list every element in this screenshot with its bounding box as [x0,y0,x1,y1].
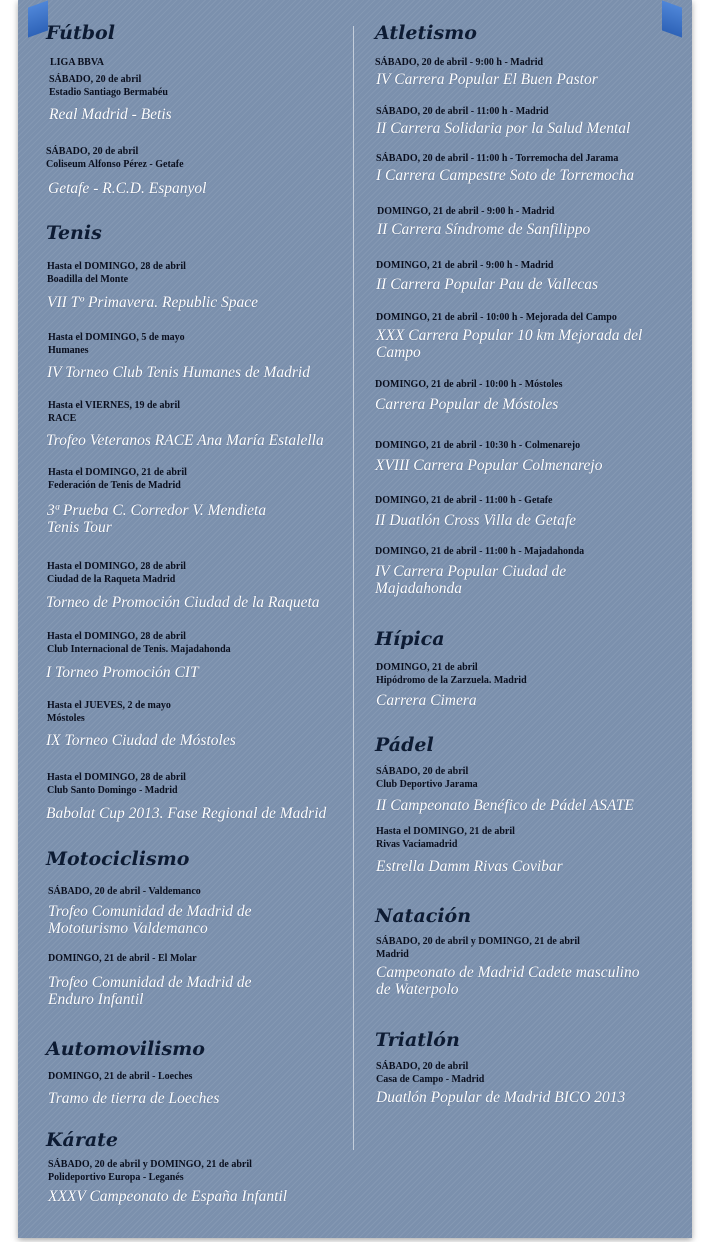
event-venue: Hipódromo de la Zarzuela. Madrid [376,675,527,686]
event-title: II Campeonato Benéfico de Pádel ASATE [376,797,634,814]
section-heading-atletismo: Atletismo [375,22,477,44]
event-title-line2: Mototurismo Valdemanco [48,920,208,937]
event-date: DOMINGO, 21 de abril - Loeches [48,1071,193,1082]
event-title-line2: Campo [376,344,421,361]
league-label: LIGA BBVA [50,57,105,68]
event-date: SÁBADO, 20 de abril [49,74,142,85]
event-title: II Duatlón Cross Villa de Getafe [375,512,577,529]
event-date: DOMINGO, 21 de abril - 9:00 h - Madrid [377,206,555,217]
event-title-line2: Enduro Infantil [48,991,144,1008]
event-date: Hasta el DOMINGO, 21 de abril [48,467,187,478]
event-venue: Madrid [376,949,409,960]
event-date: Hasta el DOMINGO, 28 de abril [47,772,186,783]
event-venue: Estadio Santiago Bermabéu [49,87,168,98]
event-date: Hasta el JUEVES, 2 de mayo [47,700,171,711]
section-heading-triatlon: Triatlón [375,1029,460,1051]
event-title: Campeonato de Madrid Cadete masculino [376,964,640,981]
event-venue: Boadilla del Monte [47,274,129,285]
section-heading-karate: Kárate [46,1129,119,1151]
event-title: XVIII Carrera Popular Colmenarejo [375,457,603,474]
event-date: SÁBADO, 20 de abril [46,146,139,157]
section-heading-automovilismo: Automovilismo [46,1038,205,1060]
event-venue: Ciudad de la Raqueta Madrid [47,574,176,585]
event-title: II Carrera Popular Pau de Vallecas [376,276,598,293]
event-title: XXX Carrera Popular 10 km Mejorada del [376,327,643,344]
event-venue: Federación de Tenis de Madrid [48,480,181,491]
event-date: DOMINGO, 21 de abril [376,662,478,673]
event-title: Carrera Popular de Móstoles [375,396,559,413]
event-date: SÁBADO, 20 de abril y DOMINGO, 21 de abril [376,936,580,947]
event-venue: RACE [48,413,77,424]
event-date: SÁBADO, 20 de abril - 11:00 h - Madrid [376,106,549,117]
event-title: Trofeo Comunidad de Madrid de [48,974,252,991]
event-title: IV Torneo Club Tenis Humanes de Madrid [47,364,310,381]
event-title: Torneo de Promoción Ciudad de la Raqueta [46,594,320,611]
event-date: SÁBADO, 20 de abril - 9:00 h - Madrid [375,57,544,68]
event-date: SÁBADO, 20 de abril y DOMINGO, 21 de abril [48,1159,252,1170]
event-date: Hasta el DOMINGO, 28 de abril [47,561,186,572]
event-date: Hasta el VIERNES, 19 de abril [48,400,181,411]
column-divider [353,26,354,1150]
event-venue: Móstoles [47,713,85,724]
event-title: IV Carrera Popular Ciudad de [375,563,567,580]
event-title: II Carrera Solidaria por la Salud Mental [376,120,631,137]
event-date: Hasta el DOMINGO, 5 de mayo [48,332,185,343]
event-title: Trofeo Comunidad de Madrid de [48,903,252,920]
event-date: DOMINGO, 21 de abril - 10:30 h - Colmenarejo [375,440,581,451]
event-venue: Club Santo Domingo - Madrid [47,785,178,796]
event-title: Carrera Cimera [376,692,477,709]
event-title: Estrella Damm Rivas Covibar [376,858,563,875]
event-venue: Casa de Campo - Madrid [376,1074,485,1085]
event-title: I Carrera Campestre Soto de Torremocha [376,167,635,184]
event-title: Tramo de tierra de Loeches [48,1090,220,1107]
event-title: Babolat Cup 2013. Fase Regional de Madrid [46,805,327,822]
event-venue: Club Deportivo Jarama [376,779,478,790]
section-heading-padel: Pádel [375,734,434,756]
event-date: SÁBADO, 20 de abril - Valdemanco [48,886,201,897]
event-date: DOMINGO, 21 de abril - 11:00 h - Majadahonda [375,546,585,557]
event-title-line2: Tenis Tour [47,519,112,536]
event-date: DOMINGO, 21 de abril - 10:00 h - Mejorada del Campo [376,312,617,323]
event-venue: Club Internacional de Tenis. Majadahonda [47,644,231,655]
event-date: Hasta el DOMINGO, 21 de abril [376,826,515,837]
section-heading-hipica: Hípica [375,628,445,650]
event-title: I Torneo Promoción CIT [46,664,199,681]
event-venue: Humanes [48,345,89,356]
event-title: Trofeo Veteranos RACE Ana María Estalella [46,432,324,449]
event-title: IX Torneo Ciudad de Móstoles [46,732,236,749]
event-title-line2: Majadahonda [375,580,462,597]
corner-tab-left [28,0,48,37]
event-date: SÁBADO, 20 de abril [376,766,469,777]
event-venue: Rivas Vaciamadrid [376,839,458,850]
event-date: SÁBADO, 20 de abril [376,1061,469,1072]
event-title: Getafe - R.C.D. Espanyol [48,180,207,197]
event-title: IV Carrera Popular El Buen Pastor [376,71,598,88]
event-venue: Polideportivo Europa - Leganés [48,1172,184,1183]
corner-tab-right [662,0,682,37]
section-heading-natacion: Natación [375,905,472,927]
event-title: 3ª Prueba C. Corredor V. Mendieta [47,502,267,519]
event-date: DOMINGO, 21 de abril - 10:00 h - Móstoles [375,379,563,390]
event-title: II Carrera Síndrome de Sanfilippo [377,221,591,238]
event-title: Real Madrid - Betis [49,106,172,123]
event-date: DOMINGO, 21 de abril - El Molar [48,953,197,964]
event-date: Hasta el DOMINGO, 28 de abril [47,631,186,642]
event-date: SÁBADO, 20 de abril - 11:00 h - Torremocha del Jarama [376,153,619,164]
event-title-line2: de Waterpolo [376,981,459,998]
event-date: DOMINGO, 21 de abril - 9:00 h - Madrid [376,260,554,271]
event-title: VII Tº Primavera. Republic Space [47,294,258,311]
section-heading-futbol: Fútbol [46,22,115,44]
event-title: Duatlón Popular de Madrid BICO 2013 [376,1089,626,1106]
event-date: DOMINGO, 21 de abril - 11:00 h - Getafe [375,495,553,506]
event-date: Hasta el DOMINGO, 28 de abril [47,261,186,272]
event-title: XXXV Campeonato de España Infantil [48,1188,288,1205]
event-venue: Coliseum Alfonso Pérez - Getafe [46,159,184,170]
section-heading-motociclismo: Motociclismo [46,848,190,870]
section-heading-tenis: Tenis [46,222,102,244]
